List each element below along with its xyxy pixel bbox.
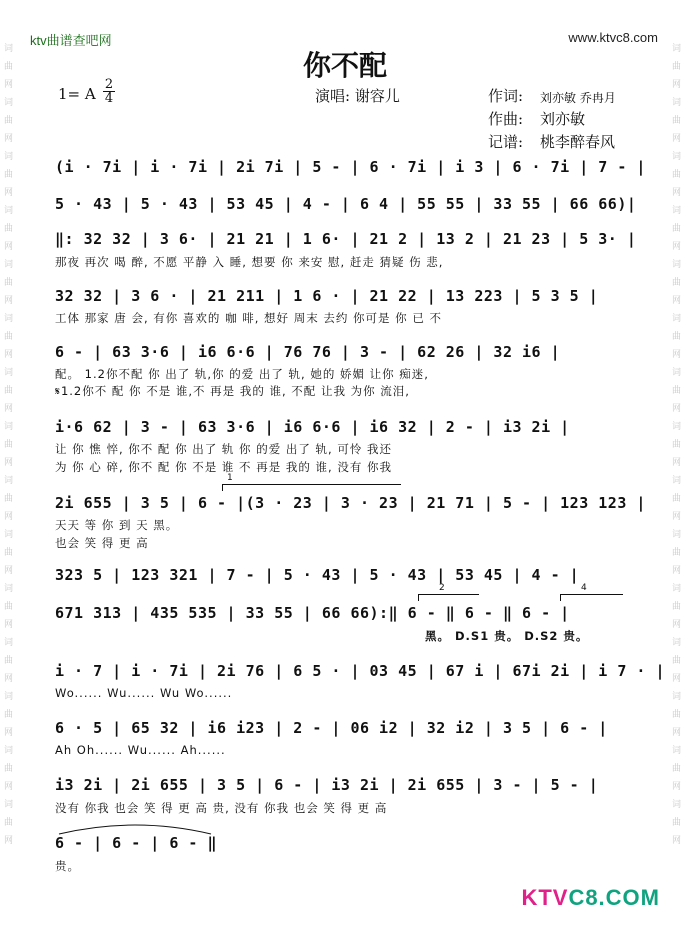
score-line-13-notes: 6 - | 6 - | 6 - ‖ — [55, 834, 218, 852]
score-line-6-lyrics-verse-1: 让 你 憔 悴, 你不 配 你 出了 轨 你 的爱 出了 轨, 可怜 我还 — [55, 442, 392, 456]
time-signature-bottom: 4 — [104, 91, 114, 106]
song-title: 你不配 — [302, 49, 387, 82]
score-line-4-lyrics: 工体 那家 唐 会, 有你 喜欢的 咖 啡, 想好 周末 去约 你可是 你 已 不 — [55, 311, 442, 325]
footer-logo-right: C8.COM — [568, 885, 660, 910]
watermark-left-column: 词曲网词曲网词曲网词曲网词曲网词曲网词曲网词曲网词曲网词曲网词曲网词曲网词曲网词曲网词曲网 — [4, 44, 14, 846]
score-line-2-notes: 5 · 43 | 5 · 43 | 53 45 | 4 - | 6 4 | 55 55 | 33 55 | 66 66)| — [55, 195, 637, 213]
volta-bracket-1 — [222, 473, 401, 491]
transcriber-label: 记谱: — [488, 133, 524, 151]
score-line-7-lyrics-verse-2: 也会 笑 得 更 高 — [55, 536, 149, 550]
watermark-right-column: 词曲网词曲网词曲网词曲网词曲网词曲网词曲网词曲网词曲网词曲网词曲网词曲网词曲网词曲网词曲网 — [672, 44, 682, 846]
volta-bracket-2 — [418, 583, 479, 601]
score-line-5-lyrics-verse-1: 配。 1.2你不配 你 出了 轨,你 的爱 出了 轨, 她的 娇媚 让你 痴迷, — [55, 367, 429, 381]
score-line-6-notes: i·6 62 | 3 - | 63 3·6 | i6 6·6 | i6 32 | 2 - | i3 2i | — [55, 418, 570, 436]
volta-bracket-2-label: 2 — [439, 583, 445, 593]
volta-bracket-1-label: 1 — [227, 473, 233, 483]
score-line-7-lyrics-verse-1: 天天 等 你 到 天 黑。 — [55, 518, 179, 532]
score-line-6-lyrics-verse-2: 为 你 心 碎, 你不 配 你 不是 谁 不 再是 我的 谁, 没有 你我 — [55, 460, 392, 474]
singer-credit: 演唱: 谢容儿 — [315, 87, 400, 105]
score-line-4-notes: 32 32 | 3 6 · | 21 211 | 1 6 · | 21 22 | 13 223 | 5 3 5 | — [55, 287, 599, 305]
score-line-13-lyrics: 贵。 — [55, 859, 80, 873]
score-line-5-lyrics-verse-2: 𝄋1.2你不 配 你 不是 谁,不 再是 我的 谁, 不配 让我 为你 流泪, — [55, 384, 410, 398]
score-line-11-notes: 6 · 5 | 65 32 | i6 i23 | 2 - | 06 i2 | 32 i2 | 3 5 | 6 - | — [55, 719, 608, 737]
footer-logo-left: KTV — [521, 885, 569, 910]
composer-label: 作曲: — [488, 110, 524, 128]
score-line-10-lyrics: Wo...... Wu...... Wu Wo...... — [55, 686, 233, 700]
score-line-1-notes: (i · 7i | i · 7i | 2i 7i | 5 - | 6 · 7i | i 3 | 6 · 7i | 7 - | — [55, 158, 646, 176]
time-signature-top: 2 — [104, 77, 114, 92]
key-signature: 1= A — [58, 85, 96, 103]
score-line-7-notes: 2i 655 | 3 5 | 6 - |(3 · 23 | 3 · 23 | 21 71 | 5 - | 123 123 | — [55, 494, 646, 512]
composer-name: 刘亦敏 — [540, 110, 586, 128]
lyricist-names: 刘亦敏 乔冉月 — [540, 91, 616, 105]
score-line-9-lyrics: 黑。 D.S1 贵。 D.S2 贵。 — [425, 629, 589, 643]
score-line-12-lyrics: 没有 你我 也会 笑 得 更 高 贵, 没有 你我 也会 笑 得 更 高 — [55, 801, 388, 815]
score-line-10-notes: i · 7 | i · 7i | 2i 76 | 6 5 · | 03 45 | 67 i | 67i 2i | i 7 · | — [55, 662, 665, 680]
score-line-9-notes: 671 313 | 435 535 | 33 55 | 66 66):‖ 6 - ‖ 6 - ‖ 6 - | — [55, 604, 570, 622]
volta-bracket-4 — [560, 583, 623, 601]
score-line-12-notes: i3 2i | 2i 655 | 3 5 | 6 - | i3 2i | 2i 655 | 3 - | 5 - | — [55, 776, 599, 794]
score-line-5-notes: 6 - | 63 3·6 | i6 6·6 | 76 76 | 3 - | 62 26 | 32 i6 | — [55, 343, 561, 361]
score-line-3-lyrics: 那夜 再次 喝 醉, 不愿 平静 入 睡, 想要 你 来安 慰, 赶走 猜疑 伤 悲, — [55, 255, 444, 269]
score-line-3-notes: ‖: 32 32 | 3 6· | 21 21 | 1 6· | 21 2 | 13 2 | 21 23 | 5 3· | — [55, 230, 637, 248]
score-line-8-notes: 323 5 | 123 321 | 7 - | 5 · 43 | 5 · 43 | 53 45 | 4 - | — [55, 566, 580, 584]
lyricist-label: 作词: — [488, 87, 524, 105]
tie-slur-path — [59, 825, 211, 834]
score-line-11-lyrics: Ah Oh...... Wu...... Ah...... — [55, 743, 226, 757]
volta-bracket-4-label: 4 — [581, 583, 587, 593]
site-url-right[interactable]: www.ktvc8.com — [568, 30, 658, 45]
time-signature — [103, 78, 115, 105]
footer-logo[interactable] — [521, 885, 660, 911]
transcriber-name: 桃李醉春风 — [540, 133, 616, 151]
site-name-left[interactable]: ktv曲谱查吧网 — [30, 33, 112, 48]
